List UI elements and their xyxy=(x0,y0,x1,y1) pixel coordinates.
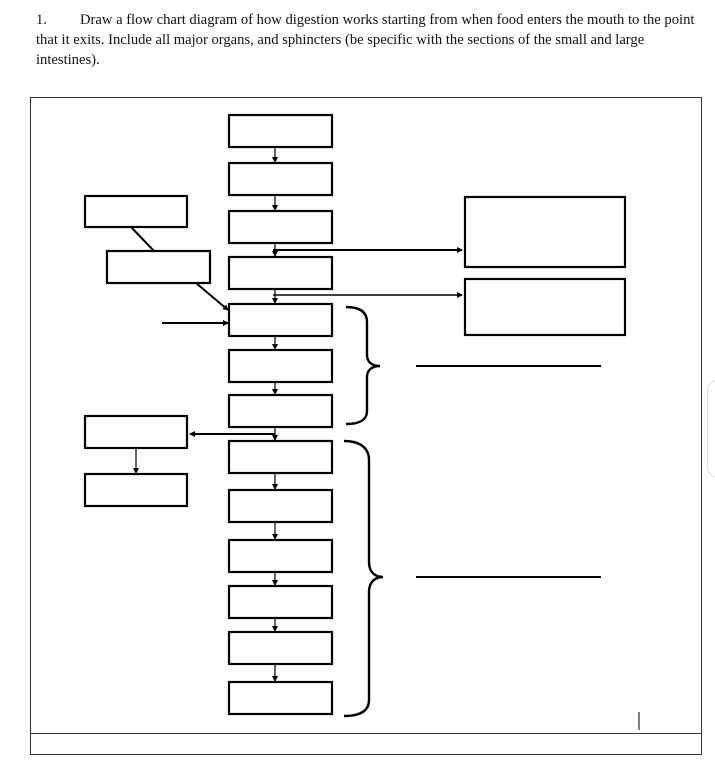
left-box-second[interactable] xyxy=(107,251,210,283)
left-box-top[interactable] xyxy=(85,196,187,227)
chain-box-11[interactable] xyxy=(229,586,332,618)
chain-box-6[interactable] xyxy=(229,350,332,382)
main-chain xyxy=(229,115,332,714)
chain-box-2[interactable] xyxy=(229,163,332,195)
chain-box-13[interactable] xyxy=(229,682,332,714)
chain-box-5[interactable] xyxy=(229,304,332,336)
chain-box-9[interactable] xyxy=(229,490,332,522)
brace-small-intestine xyxy=(346,307,380,424)
brace-large-intestine xyxy=(344,441,383,716)
right-box-top[interactable] xyxy=(465,197,625,267)
question-body: Draw a flow chart diagram of how digestion works starting from when food enters the mouth to the point that it exits. Include all major organs, and sphincters (be specific with the sections of the small and large intestines). xyxy=(36,12,695,68)
right-box-bottom[interactable] xyxy=(465,279,625,335)
chain-box-3[interactable] xyxy=(229,211,332,243)
question-number: 1. xyxy=(36,12,47,28)
chain-box-4[interactable] xyxy=(229,257,332,289)
chain-box-8[interactable] xyxy=(229,441,332,473)
left-box-third[interactable] xyxy=(85,416,187,448)
chain-box-1[interactable] xyxy=(229,115,332,147)
chain-box-12[interactable] xyxy=(229,632,332,664)
chain-box-10[interactable] xyxy=(229,540,332,572)
chain-box-7[interactable] xyxy=(229,395,332,427)
left-box-bottom[interactable] xyxy=(85,474,187,506)
